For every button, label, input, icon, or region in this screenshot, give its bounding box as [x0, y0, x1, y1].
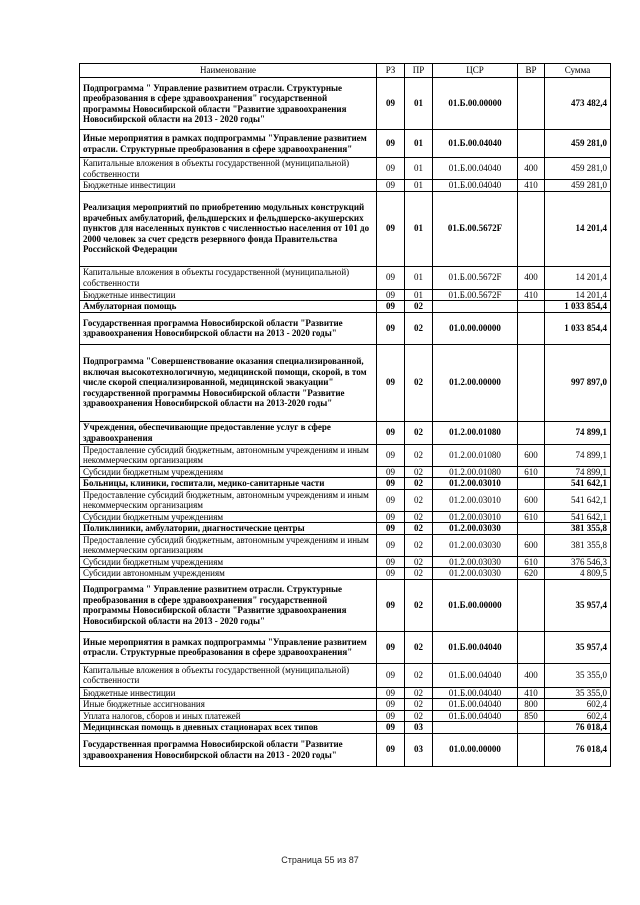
cell-csr: 01.2.00.03030	[433, 556, 518, 568]
cell-rz: 09	[377, 556, 405, 568]
cell-rz: 09	[377, 523, 405, 535]
cell-sum: 35 957,4	[545, 631, 611, 663]
cell-csr: 01.2.00.00000	[433, 344, 518, 421]
cell-vr: 410	[518, 687, 545, 699]
table-row	[80, 489, 611, 511]
cell-sum: 376 546,3	[545, 556, 611, 568]
cell-name: Капитальные вложения в объекты государственной (муниципальной) собственности	[80, 158, 377, 180]
cell-rz: 09	[377, 312, 405, 344]
cell-csr: 01.Б.00.04040	[433, 180, 518, 192]
cell-name: Предоставление субсидий бюджетным, автономным учреждениям и иным некоммерческим организациям	[80, 444, 377, 466]
cell-csr	[433, 722, 518, 734]
cell-pr: 01	[405, 130, 433, 158]
cell-sum: 459 281,0	[545, 130, 611, 158]
cell-sum: 76 018,4	[545, 722, 611, 734]
cell-csr: 01.2.00.03010	[433, 478, 518, 490]
cell-vr: 610	[518, 466, 545, 478]
cell-rz: 09	[377, 710, 405, 722]
cell-rz: 09	[377, 579, 405, 631]
cell-rz: 09	[377, 191, 405, 266]
cell-rz: 09	[377, 733, 405, 766]
cell-rz: 09	[377, 301, 405, 313]
cell-rz: 09	[377, 631, 405, 663]
cell-name: Иные мероприятия в рамках подпрограммы "Управление развитием отрасли. Структурные преобразования в сфере здравоохранения"	[80, 130, 377, 158]
table-row	[80, 180, 611, 192]
cell-csr: 01.2.00.01080	[433, 421, 518, 444]
table-row	[80, 78, 611, 130]
cell-rz: 09	[377, 421, 405, 444]
cell-sum: 35 957,4	[545, 579, 611, 631]
cell-csr: 01.Б.00.00000	[433, 579, 518, 631]
cell-pr: 03	[405, 733, 433, 766]
table-row	[80, 733, 611, 766]
table-row	[80, 722, 611, 734]
cell-pr: 02	[405, 523, 433, 535]
table-row	[80, 699, 611, 711]
cell-name: Подпрограмма " Управление развитием отрасли. Структурные преобразования в сфере здравоохранения" государственной программы Новосибирской области "Развитие здравоохранения Новосибирской области на 2013 - 2020 годы"	[80, 579, 377, 631]
cell-csr: 01.2.00.03010	[433, 511, 518, 523]
cell-name: Бюджетные инвестиции	[80, 687, 377, 699]
cell-rz: 09	[377, 568, 405, 580]
table-row	[80, 511, 611, 523]
col-header-name: Наименование	[80, 64, 377, 78]
cell-rz: 09	[377, 478, 405, 490]
cell-sum: 997 897,0	[545, 344, 611, 421]
cell-vr	[518, 301, 545, 313]
cell-vr	[518, 421, 545, 444]
table-row	[80, 191, 611, 266]
table-row	[80, 631, 611, 663]
table-row	[80, 710, 611, 722]
cell-vr: 850	[518, 710, 545, 722]
cell-pr: 02	[405, 699, 433, 711]
cell-pr: 01	[405, 191, 433, 266]
cell-pr: 02	[405, 466, 433, 478]
cell-name: Уплата налогов, сборов и иных платежей	[80, 710, 377, 722]
cell-csr: 01.Б.00.04040	[433, 631, 518, 663]
cell-rz: 09	[377, 266, 405, 289]
col-header-vr: ВР	[518, 64, 545, 78]
table-row	[80, 421, 611, 444]
cell-name: Подпрограмма " Управление развитием отрасли. Структурные преобразования в сфере здравоохранения" государственной программы Новосибирской области "Развитие здравоохранения Новосибирской области на 2013 - 2020 годы"	[80, 78, 377, 130]
cell-vr: 410	[518, 289, 545, 301]
cell-csr: 01.Б.00.04040	[433, 130, 518, 158]
cell-name: Учреждения, обеспечивающие предоставление услуг в сфере здравоохранения	[80, 421, 377, 444]
cell-sum: 541 642,1	[545, 478, 611, 490]
cell-vr	[518, 78, 545, 130]
cell-csr	[433, 301, 518, 313]
budget-table	[79, 63, 611, 767]
cell-name: Бюджетные инвестиции	[80, 180, 377, 192]
cell-sum: 74 899,1	[545, 466, 611, 478]
cell-name: Иные бюджетные ассигнования	[80, 699, 377, 711]
table-row	[80, 301, 611, 313]
cell-vr: 410	[518, 180, 545, 192]
cell-csr: 01.0.00.00000	[433, 733, 518, 766]
cell-vr	[518, 733, 545, 766]
cell-name: Иные мероприятия в рамках подпрограммы "Управление развитием отрасли. Структурные преобразования в сфере здравоохранения"	[80, 631, 377, 663]
cell-vr: 400	[518, 663, 545, 687]
table-row	[80, 523, 611, 535]
cell-pr: 01	[405, 266, 433, 289]
table-row	[80, 130, 611, 158]
cell-sum: 74 899,1	[545, 421, 611, 444]
table-row	[80, 687, 611, 699]
cell-csr: 01.Б.00.04040	[433, 687, 518, 699]
cell-pr: 02	[405, 421, 433, 444]
page-footer: Страница 55 из 87	[281, 855, 359, 865]
cell-name: Субсидии автономным учреждениям	[80, 568, 377, 580]
table-body	[80, 78, 611, 767]
cell-rz: 09	[377, 444, 405, 466]
cell-rz: 09	[377, 511, 405, 523]
cell-csr: 01.2.00.03030	[433, 523, 518, 535]
cell-pr: 02	[405, 631, 433, 663]
cell-rz: 09	[377, 466, 405, 478]
cell-pr: 02	[405, 663, 433, 687]
cell-csr: 01.Б.00.5672F	[433, 289, 518, 301]
cell-rz: 09	[377, 289, 405, 301]
cell-csr: 01.Б.00.00000	[433, 78, 518, 130]
cell-rz: 09	[377, 663, 405, 687]
cell-pr: 01	[405, 158, 433, 180]
cell-pr: 03	[405, 722, 433, 734]
cell-sum: 541 642,1	[545, 511, 611, 523]
cell-csr: 01.Б.00.04040	[433, 710, 518, 722]
cell-name: Бюджетные инвестиции	[80, 289, 377, 301]
col-header-csr: ЦСР	[433, 64, 518, 78]
cell-name: Субсидии бюджетным учреждениям	[80, 466, 377, 478]
cell-pr: 02	[405, 344, 433, 421]
cell-name: Поликлиники, амбулатории, диагностические центры	[80, 523, 377, 535]
col-header-pr: ПР	[405, 64, 433, 78]
cell-pr: 02	[405, 710, 433, 722]
cell-name: Амбулаторная помощь	[80, 301, 377, 313]
cell-name: Медицинская помощь в дневных стационарах всех типов	[80, 722, 377, 734]
cell-sum: 74 899,1	[545, 444, 611, 466]
table-row	[80, 312, 611, 344]
cell-sum: 4 809,5	[545, 568, 611, 580]
cell-pr: 01	[405, 289, 433, 301]
cell-rz: 09	[377, 78, 405, 130]
cell-rz: 09	[377, 344, 405, 421]
table-row	[80, 663, 611, 687]
cell-pr: 02	[405, 478, 433, 490]
cell-pr: 02	[405, 534, 433, 556]
cell-rz: 09	[377, 687, 405, 699]
table-row	[80, 158, 611, 180]
cell-vr	[518, 722, 545, 734]
col-header-rz: РЗ	[377, 64, 405, 78]
cell-csr: 01.2.00.03030	[433, 568, 518, 580]
cell-csr: 01.Б.00.04040	[433, 158, 518, 180]
cell-sum: 35 355,0	[545, 687, 611, 699]
cell-pr: 02	[405, 687, 433, 699]
cell-csr: 01.2.00.01080	[433, 466, 518, 478]
cell-sum: 473 482,4	[545, 78, 611, 130]
cell-pr: 02	[405, 568, 433, 580]
cell-name: Подпрограмма "Совершенствование оказания специализированной, включая высокотехнологичную, медицинской помощи, скорой, в том числе скорой специализированной, медицинской эвакуации" государственной программы Новосибирской области "Развитие здравоохранения Новосибирской области на 2013-2020 годы"	[80, 344, 377, 421]
cell-csr: 01.2.00.03030	[433, 534, 518, 556]
cell-sum: 459 281,0	[545, 158, 611, 180]
cell-pr: 02	[405, 556, 433, 568]
cell-sum: 1 033 854,4	[545, 301, 611, 313]
cell-sum: 602,4	[545, 710, 611, 722]
cell-sum: 459 281,0	[545, 180, 611, 192]
cell-pr: 02	[405, 511, 433, 523]
cell-vr	[518, 191, 545, 266]
cell-vr	[518, 312, 545, 344]
cell-pr: 02	[405, 579, 433, 631]
table-row	[80, 289, 611, 301]
cell-vr: 610	[518, 556, 545, 568]
cell-name: Предоставление субсидий бюджетным, автономным учреждениям и иным некоммерческим организациям	[80, 534, 377, 556]
cell-vr: 800	[518, 699, 545, 711]
cell-vr: 600	[518, 534, 545, 556]
table-row	[80, 568, 611, 580]
cell-name: Субсидии бюджетным учреждениям	[80, 511, 377, 523]
cell-csr: 01.Б.00.5672F	[433, 191, 518, 266]
cell-vr	[518, 130, 545, 158]
cell-csr: 01.2.00.01080	[433, 444, 518, 466]
cell-sum: 541 642,1	[545, 489, 611, 511]
cell-sum: 76 018,4	[545, 733, 611, 766]
cell-csr: 01.Б.00.04040	[433, 699, 518, 711]
cell-csr: 01.Б.00.5672F	[433, 266, 518, 289]
cell-vr: 600	[518, 489, 545, 511]
cell-vr	[518, 523, 545, 535]
cell-pr: 01	[405, 180, 433, 192]
cell-name: Реализация мероприятий по приобретению модульных конструкций врачебных амбулаторий, фельдшерских и фельдшерско-акушерских пунктов для населенных пунктов с численностью населения от 101 до 2000 человек за счет средств резервного фонда Правительства Российской Федерации	[80, 191, 377, 266]
cell-name: Капитальные вложения в объекты государственной (муниципальной) собственности	[80, 266, 377, 289]
cell-name: Государственная программа Новосибирской области "Развитие здравоохранения Новосибирской области на 2013 - 2020 годы"	[80, 312, 377, 344]
cell-pr: 02	[405, 444, 433, 466]
cell-rz: 09	[377, 158, 405, 180]
cell-vr	[518, 579, 545, 631]
table-row	[80, 344, 611, 421]
cell-sum: 381 355,8	[545, 523, 611, 535]
cell-sum: 602,4	[545, 699, 611, 711]
cell-name: Капитальные вложения в объекты государственной (муниципальной) собственности	[80, 663, 377, 687]
cell-rz: 09	[377, 489, 405, 511]
cell-rz: 09	[377, 130, 405, 158]
table-row	[80, 266, 611, 289]
cell-pr: 02	[405, 312, 433, 344]
cell-rz: 09	[377, 180, 405, 192]
col-header-sum: Сумма	[545, 64, 611, 78]
table-row	[80, 478, 611, 490]
cell-sum: 35 355,0	[545, 663, 611, 687]
cell-vr: 610	[518, 511, 545, 523]
cell-vr	[518, 631, 545, 663]
cell-csr: 01.0.00.00000	[433, 312, 518, 344]
cell-vr	[518, 344, 545, 421]
cell-sum: 14 201,4	[545, 191, 611, 266]
cell-vr: 400	[518, 158, 545, 180]
table-row	[80, 579, 611, 631]
cell-csr: 01.Б.00.04040	[433, 663, 518, 687]
cell-rz: 09	[377, 722, 405, 734]
cell-csr: 01.2.00.03010	[433, 489, 518, 511]
cell-sum: 381 355,8	[545, 534, 611, 556]
table-header-row	[80, 64, 611, 78]
table-row	[80, 466, 611, 478]
cell-name: Субсидии бюджетным учреждениям	[80, 556, 377, 568]
cell-sum: 14 201,4	[545, 266, 611, 289]
cell-pr: 02	[405, 301, 433, 313]
cell-name: Предоставление субсидий бюджетным, автономным учреждениям и иным некоммерческим организациям	[80, 489, 377, 511]
cell-vr: 400	[518, 266, 545, 289]
cell-sum: 14 201,4	[545, 289, 611, 301]
table-row	[80, 534, 611, 556]
cell-name: Больницы, клиники, госпитали, медико-санитарные части	[80, 478, 377, 490]
cell-pr: 02	[405, 489, 433, 511]
cell-rz: 09	[377, 534, 405, 556]
cell-vr: 600	[518, 444, 545, 466]
cell-rz: 09	[377, 699, 405, 711]
cell-sum: 1 033 854,4	[545, 312, 611, 344]
cell-vr: 620	[518, 568, 545, 580]
cell-name: Государственная программа Новосибирской области "Развитие здравоохранения Новосибирской области на 2013 - 2020 годы"	[80, 733, 377, 766]
table-row	[80, 444, 611, 466]
cell-pr: 01	[405, 78, 433, 130]
cell-vr	[518, 478, 545, 490]
table-row	[80, 556, 611, 568]
